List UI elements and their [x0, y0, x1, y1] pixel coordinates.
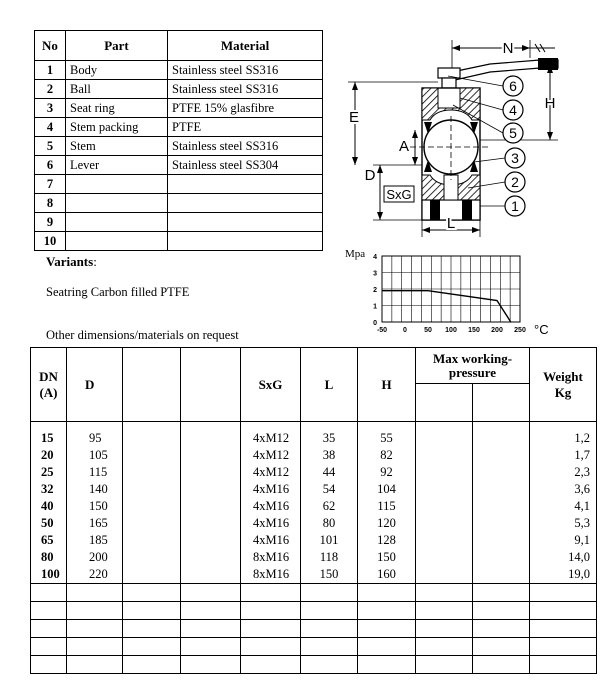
cell-l: 118 — [301, 549, 358, 566]
callout-4: 4 — [509, 102, 517, 118]
header-mwp-sub-2 — [473, 384, 530, 422]
part-material — [168, 213, 323, 232]
cell-blank — [181, 515, 241, 532]
cell-blank — [473, 532, 530, 549]
chart-x-tick-label: 250 — [514, 327, 526, 334]
chart-series-line — [382, 291, 511, 322]
cell-blank — [181, 464, 241, 481]
cell-l: 44 — [301, 464, 358, 481]
cell-blank — [416, 549, 473, 566]
empty-row — [31, 655, 597, 673]
cell-blank — [416, 447, 473, 464]
cell-blank — [473, 447, 530, 464]
part-name: Stem packing — [66, 118, 168, 137]
label-N: N — [502, 40, 514, 57]
part-no: 7 — [35, 175, 66, 194]
callout-5: 5 — [509, 125, 517, 141]
chart-y-tick-label: 3 — [373, 270, 377, 278]
cell-h: 150 — [358, 549, 416, 566]
parts-row — [35, 61, 323, 80]
cell-blank — [181, 447, 241, 464]
part-no: 10 — [35, 232, 66, 251]
table-row — [31, 447, 597, 464]
cell-blank — [123, 532, 181, 549]
header-sxg: SxG — [241, 348, 301, 422]
parts-row — [35, 99, 323, 118]
cell-blank — [123, 549, 181, 566]
part-no: 8 — [35, 194, 66, 213]
cell-blank — [416, 515, 473, 532]
parts-row — [35, 175, 323, 194]
chart-x-tick-label: 50 — [424, 327, 432, 334]
part-name: Ball — [66, 80, 168, 99]
part-material — [168, 194, 323, 213]
chart-x-tick-label: -50 — [376, 327, 388, 334]
header-d: D — [67, 348, 123, 422]
cell-dn: 15 — [31, 430, 67, 447]
cell-blank — [416, 498, 473, 515]
cell-blank — [181, 498, 241, 515]
cell-blank — [181, 549, 241, 566]
cell-blank — [123, 447, 181, 464]
label-L: L — [446, 215, 456, 232]
cell-dn: 20 — [31, 447, 67, 464]
cell-blank — [473, 566, 530, 584]
chart-y-tick-label: 2 — [373, 287, 377, 294]
part-material: Stainless steel SS316 — [168, 61, 323, 80]
cell-sxg: 4xM12 — [241, 464, 301, 481]
cell-d: 200 — [67, 549, 123, 566]
dimensions-table — [30, 347, 597, 674]
chart-x-tick-label: 200 — [491, 327, 503, 334]
chart-y-tick-label: 1 — [373, 303, 377, 311]
cell-l: 38 — [301, 447, 358, 464]
table-row — [31, 532, 597, 549]
cell-blank — [181, 532, 241, 549]
header-weight: Weight Kg — [530, 348, 597, 422]
cell-blank — [123, 481, 181, 498]
cell-d: 150 — [67, 498, 123, 515]
label-E: E — [348, 109, 360, 126]
part-name — [66, 232, 168, 251]
header-mwp-sub-1 — [416, 384, 473, 422]
variants-title: Variants: — [46, 254, 97, 269]
cell-weight: 14,0 — [530, 549, 597, 566]
cell-dn: 32 — [31, 481, 67, 498]
cell-blank — [181, 566, 241, 584]
cell-weight: 3,6 — [530, 481, 597, 498]
chart-xlabel: °C — [534, 322, 549, 337]
cell-blank — [123, 464, 181, 481]
cell-d: 140 — [67, 481, 123, 498]
cell-dn: 40 — [31, 498, 67, 515]
cell-weight: 1,2 — [530, 430, 597, 447]
part-material — [168, 232, 323, 251]
chart-x-ticks — [377, 327, 526, 334]
cell-blank — [123, 498, 181, 515]
part-material: PTFE — [168, 118, 323, 137]
parts-row — [35, 156, 323, 175]
empty-row — [31, 619, 597, 637]
table-row — [31, 498, 597, 515]
parts-row — [35, 80, 323, 99]
empty-row — [31, 601, 597, 619]
cell-blank — [416, 566, 473, 584]
cell-blank — [416, 532, 473, 549]
cell-l: 62 — [301, 498, 358, 515]
part-name: Seat ring — [66, 99, 168, 118]
cell-blank — [473, 515, 530, 532]
cell-dn: 50 — [31, 515, 67, 532]
chart-y-tick-label: 4 — [373, 254, 377, 261]
parts-row — [35, 137, 323, 156]
cell-sxg: 8xM16 — [241, 566, 301, 584]
cell-blank — [416, 464, 473, 481]
other-note: Other dimensions/materials on request — [46, 328, 239, 342]
cell-weight: 1,7 — [530, 447, 597, 464]
cell-weight: 2,3 — [530, 464, 597, 481]
cell-blank — [123, 430, 181, 447]
cell-blank — [473, 481, 530, 498]
part-no: 1 — [35, 61, 66, 80]
cell-sxg: 4xM16 — [241, 481, 301, 498]
header-blank-2 — [181, 348, 241, 422]
cell-blank — [473, 549, 530, 566]
part-name: Lever — [66, 156, 168, 175]
cell-sxg: 4xM12 — [241, 447, 301, 464]
cell-blank — [473, 498, 530, 515]
callout-2: 2 — [511, 174, 519, 190]
table-row — [31, 549, 597, 566]
cell-sxg: 4xM16 — [241, 498, 301, 515]
part-no: 5 — [35, 137, 66, 156]
cell-dn: 100 — [31, 566, 67, 584]
cell-weight: 4,1 — [530, 498, 597, 515]
cell-l: 54 — [301, 481, 358, 498]
part-name — [66, 175, 168, 194]
header-part: Part — [66, 31, 168, 61]
cell-h: 120 — [358, 515, 416, 532]
cell-h: 82 — [358, 447, 416, 464]
cell-sxg: 4xM16 — [241, 515, 301, 532]
pressure-chart — [340, 240, 570, 340]
part-material: Stainless steel SS316 — [168, 80, 323, 99]
parts-row — [35, 232, 323, 251]
cell-h: 92 — [358, 464, 416, 481]
table-row — [31, 481, 597, 498]
part-no: 9 — [35, 213, 66, 232]
chart-x-tick-label: 150 — [468, 327, 480, 334]
spacer-row — [31, 422, 597, 430]
cell-blank — [181, 481, 241, 498]
label-H: H — [544, 95, 556, 112]
part-material — [168, 175, 323, 194]
cell-dn: 25 — [31, 464, 67, 481]
cell-weight: 5,3 — [530, 515, 597, 532]
cell-d: 185 — [67, 532, 123, 549]
header-dn: DN (A) — [31, 348, 67, 422]
parts-row — [35, 213, 323, 232]
label-D: D — [364, 167, 376, 184]
cell-l: 101 — [301, 532, 358, 549]
cell-weight: 9,1 — [530, 532, 597, 549]
cell-blank — [416, 430, 473, 447]
header-h: H — [358, 348, 416, 422]
header-blank-1 — [123, 348, 181, 422]
cell-weight: 19,0 — [530, 566, 597, 584]
cell-d: 220 — [67, 566, 123, 584]
cell-blank — [123, 515, 181, 532]
part-name — [66, 194, 168, 213]
cell-d: 115 — [67, 464, 123, 481]
cell-sxg: 4xM12 — [241, 430, 301, 447]
cell-h: 128 — [358, 532, 416, 549]
part-no: 6 — [35, 156, 66, 175]
chart-x-tick-label: 0 — [403, 327, 407, 334]
table-row — [31, 430, 597, 447]
variants-text: Seatring Carbon filled PTFE — [46, 285, 190, 299]
header-material: Material — [168, 31, 323, 61]
callout-1: 1 — [511, 198, 519, 214]
callout-6: 6 — [509, 78, 517, 94]
cell-sxg: 8xM16 — [241, 549, 301, 566]
cell-h: 55 — [358, 430, 416, 447]
parts-row — [35, 194, 323, 213]
part-name — [66, 213, 168, 232]
chart-ylabel: Mpa — [345, 248, 366, 260]
table-row — [31, 566, 597, 584]
chart-grid — [382, 256, 520, 322]
cell-blank — [181, 430, 241, 447]
valve-drawing — [340, 30, 580, 240]
label-A: A — [398, 138, 410, 155]
cell-dn: 80 — [31, 549, 67, 566]
part-no: 3 — [35, 99, 66, 118]
part-material: Stainless steel SS304 — [168, 156, 323, 175]
part-material: Stainless steel SS316 — [168, 137, 323, 156]
cell-sxg: 4xM16 — [241, 532, 301, 549]
chart-x-tick-label: 100 — [445, 327, 457, 334]
callout-3: 3 — [511, 150, 519, 166]
cell-l: 35 — [301, 430, 358, 447]
header-no: No — [35, 31, 66, 61]
part-name: Stem — [66, 137, 168, 156]
cell-blank — [416, 481, 473, 498]
cell-blank — [473, 464, 530, 481]
header-max-working-pressure: Max working- pressure — [416, 348, 530, 384]
header-l: L — [301, 348, 358, 422]
cell-h: 160 — [358, 566, 416, 584]
cell-l: 80 — [301, 515, 358, 532]
cell-dn: 65 — [31, 532, 67, 549]
empty-row — [31, 583, 597, 601]
part-material: PTFE 15% glasfibre — [168, 99, 323, 118]
chart-y-tick-label: 0 — [373, 320, 377, 327]
label-SxG: SxG — [386, 187, 412, 202]
cell-blank — [473, 430, 530, 447]
cell-d: 95 — [67, 430, 123, 447]
parts-row — [35, 118, 323, 137]
part-name: Body — [66, 61, 168, 80]
cell-d: 105 — [67, 447, 123, 464]
empty-row — [31, 637, 597, 655]
cell-blank — [123, 566, 181, 584]
part-no: 2 — [35, 80, 66, 99]
cell-h: 104 — [358, 481, 416, 498]
cell-d: 165 — [67, 515, 123, 532]
table-row — [31, 515, 597, 532]
parts-table — [34, 30, 323, 251]
chart-y-ticks — [373, 254, 377, 327]
part-no: 4 — [35, 118, 66, 137]
cell-l: 150 — [301, 566, 358, 584]
cell-h: 115 — [358, 498, 416, 515]
table-row — [31, 464, 597, 481]
